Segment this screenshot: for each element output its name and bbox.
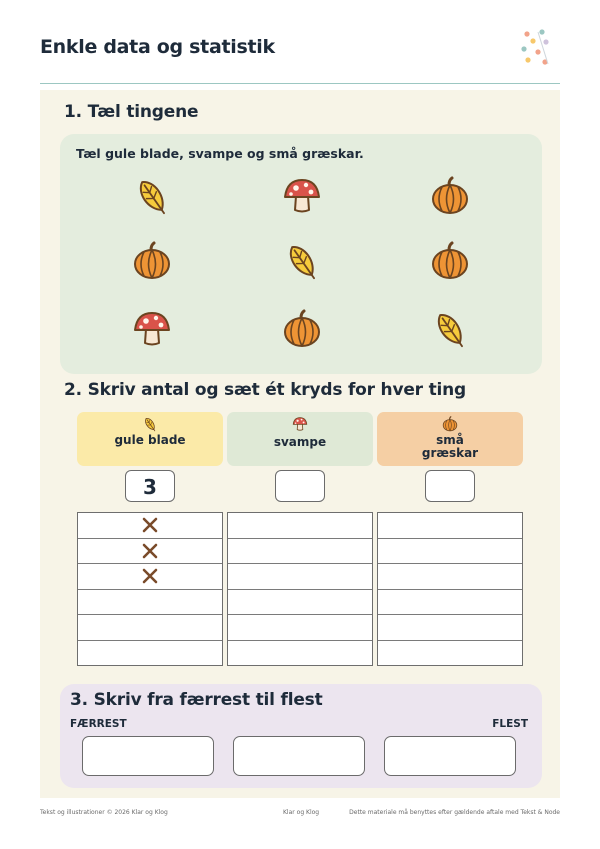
section2-title: 2. Skriv antal og sæt ét kryds for hver ting xyxy=(64,380,466,400)
answer-box-1[interactable] xyxy=(82,736,214,776)
section3-title: 3. Skriv fra færrest til flest xyxy=(70,690,323,710)
most-label: FLEST xyxy=(492,718,528,730)
tally-cell[interactable] xyxy=(78,641,222,666)
tally-cell[interactable] xyxy=(378,641,522,666)
count-box-pumpkins[interactable] xyxy=(425,470,475,502)
column-header-mushrooms xyxy=(227,412,373,466)
brand-logo-icon xyxy=(518,28,552,68)
column-label: svampe xyxy=(273,435,327,449)
tally-column-leaves xyxy=(77,512,223,666)
footer-copyright: Tekst og illustrationer © 2026 Klar og Klog xyxy=(40,809,168,816)
footer-brand: Klar og Klog xyxy=(283,809,320,816)
tally-column-mushrooms xyxy=(227,512,373,666)
ordering-panel xyxy=(60,684,542,788)
tally-cell[interactable] xyxy=(378,513,522,539)
tally-cell[interactable] xyxy=(228,590,372,616)
leaf-icon xyxy=(142,416,158,432)
tally-cell[interactable] xyxy=(378,539,522,565)
fewest-label: FÆRREST xyxy=(70,718,127,730)
tally-cell[interactable] xyxy=(378,590,522,616)
pumpkin-icon xyxy=(430,176,470,216)
x-mark-icon xyxy=(142,517,158,533)
leaf-icon xyxy=(282,241,322,281)
counting-panel xyxy=(60,134,542,374)
answer-box-3[interactable] xyxy=(384,736,516,776)
tally-column-pumpkins xyxy=(377,512,523,666)
leaf-icon xyxy=(430,309,470,349)
page-header xyxy=(40,36,560,84)
answer-box-2[interactable] xyxy=(233,736,365,776)
tally-cell[interactable] xyxy=(78,615,222,641)
tally-cell[interactable] xyxy=(378,564,522,590)
tally-cell[interactable] xyxy=(78,513,222,539)
column-label: gule blade xyxy=(114,433,186,447)
tally-cell[interactable] xyxy=(228,539,372,565)
column-header-pumpkins xyxy=(377,412,523,466)
mushroom-icon xyxy=(292,416,308,432)
section1-title: 1. Tæl tingene xyxy=(64,102,199,122)
tally-cell[interactable] xyxy=(378,615,522,641)
leaf-icon xyxy=(132,176,172,216)
count-box-leaves[interactable]: 3 xyxy=(125,470,175,502)
pumpkin-icon xyxy=(282,309,322,349)
tally-cell[interactable] xyxy=(78,564,222,590)
count-box-mushrooms[interactable] xyxy=(275,470,325,502)
mushroom-icon xyxy=(282,176,322,216)
tally-cell[interactable] xyxy=(228,513,372,539)
section1-instruction: Tæl gule blade, svampe og små græskar. xyxy=(76,146,364,161)
tally-cell[interactable] xyxy=(228,564,372,590)
mushroom-icon xyxy=(132,309,172,349)
header-divider xyxy=(40,83,560,84)
x-mark-icon xyxy=(142,568,158,584)
tally-cell[interactable] xyxy=(228,641,372,666)
column-header-leaves xyxy=(77,412,223,466)
footer-license: Dette materiale må benyttes efter gældende aftale med Tekst & Node xyxy=(349,809,560,816)
tally-cell[interactable] xyxy=(228,615,372,641)
pumpkin-icon xyxy=(442,416,458,432)
pumpkin-icon xyxy=(430,241,470,281)
tally-cell[interactable] xyxy=(78,539,222,565)
worksheet xyxy=(40,90,560,798)
x-mark-icon xyxy=(142,543,158,559)
column-label: små græskar xyxy=(421,433,479,460)
page-title: Enkle data og statistik xyxy=(40,36,275,58)
pumpkin-icon xyxy=(132,241,172,281)
tally-cell[interactable] xyxy=(78,590,222,616)
